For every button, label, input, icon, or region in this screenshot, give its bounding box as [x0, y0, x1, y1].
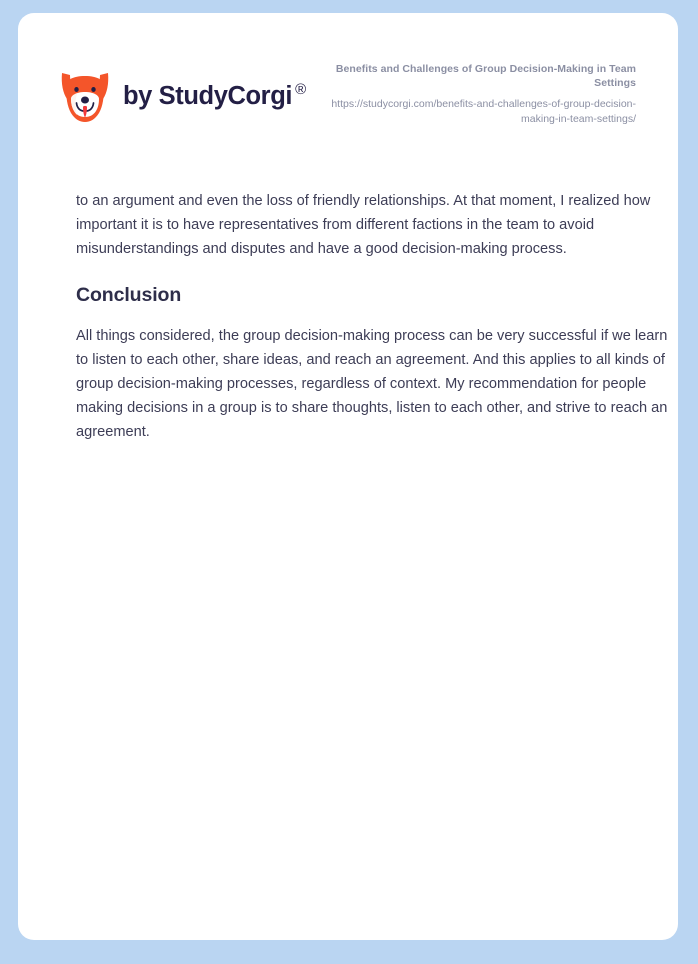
document-body — [76, 189, 673, 444]
header-meta — [311, 60, 636, 126]
corgi-mascot-icon — [60, 71, 110, 123]
document-title: Benefits and Challenges of Group Decision-Making in Team Settings — [335, 63, 636, 90]
brand-block — [60, 60, 306, 123]
brand-wordmark — [123, 81, 307, 111]
body-paragraph: to an argument and even the loss of friendly relationships. At that moment, I realized how important it is to have representatives from different factions in the team to avoid misunderstandings and disputes and have a good decision-making process. — [76, 193, 651, 257]
document-header — [60, 60, 636, 126]
document-page-card — [18, 13, 678, 940]
brand-name: by StudyCorgi — [123, 82, 293, 111]
section-heading-conclusion: Conclusion — [76, 284, 182, 306]
body-paragraph: All things considered, the group decision-making process can be very successful if we learn to listen to each other, share ideas, and reach an agreement. And this applies to all kinds of group decision-making processes, regardless of context. My recommendation for people making decisions in a group is to share thoughts, listen to each other, and strive to reach an agreement. — [76, 328, 668, 441]
document-source-url: https://studycorgi.com/benefits-and-challenges-of-group-decision-making-in-team-settings/ — [331, 98, 636, 125]
registered-trademark-icon: ® — [295, 81, 307, 99]
